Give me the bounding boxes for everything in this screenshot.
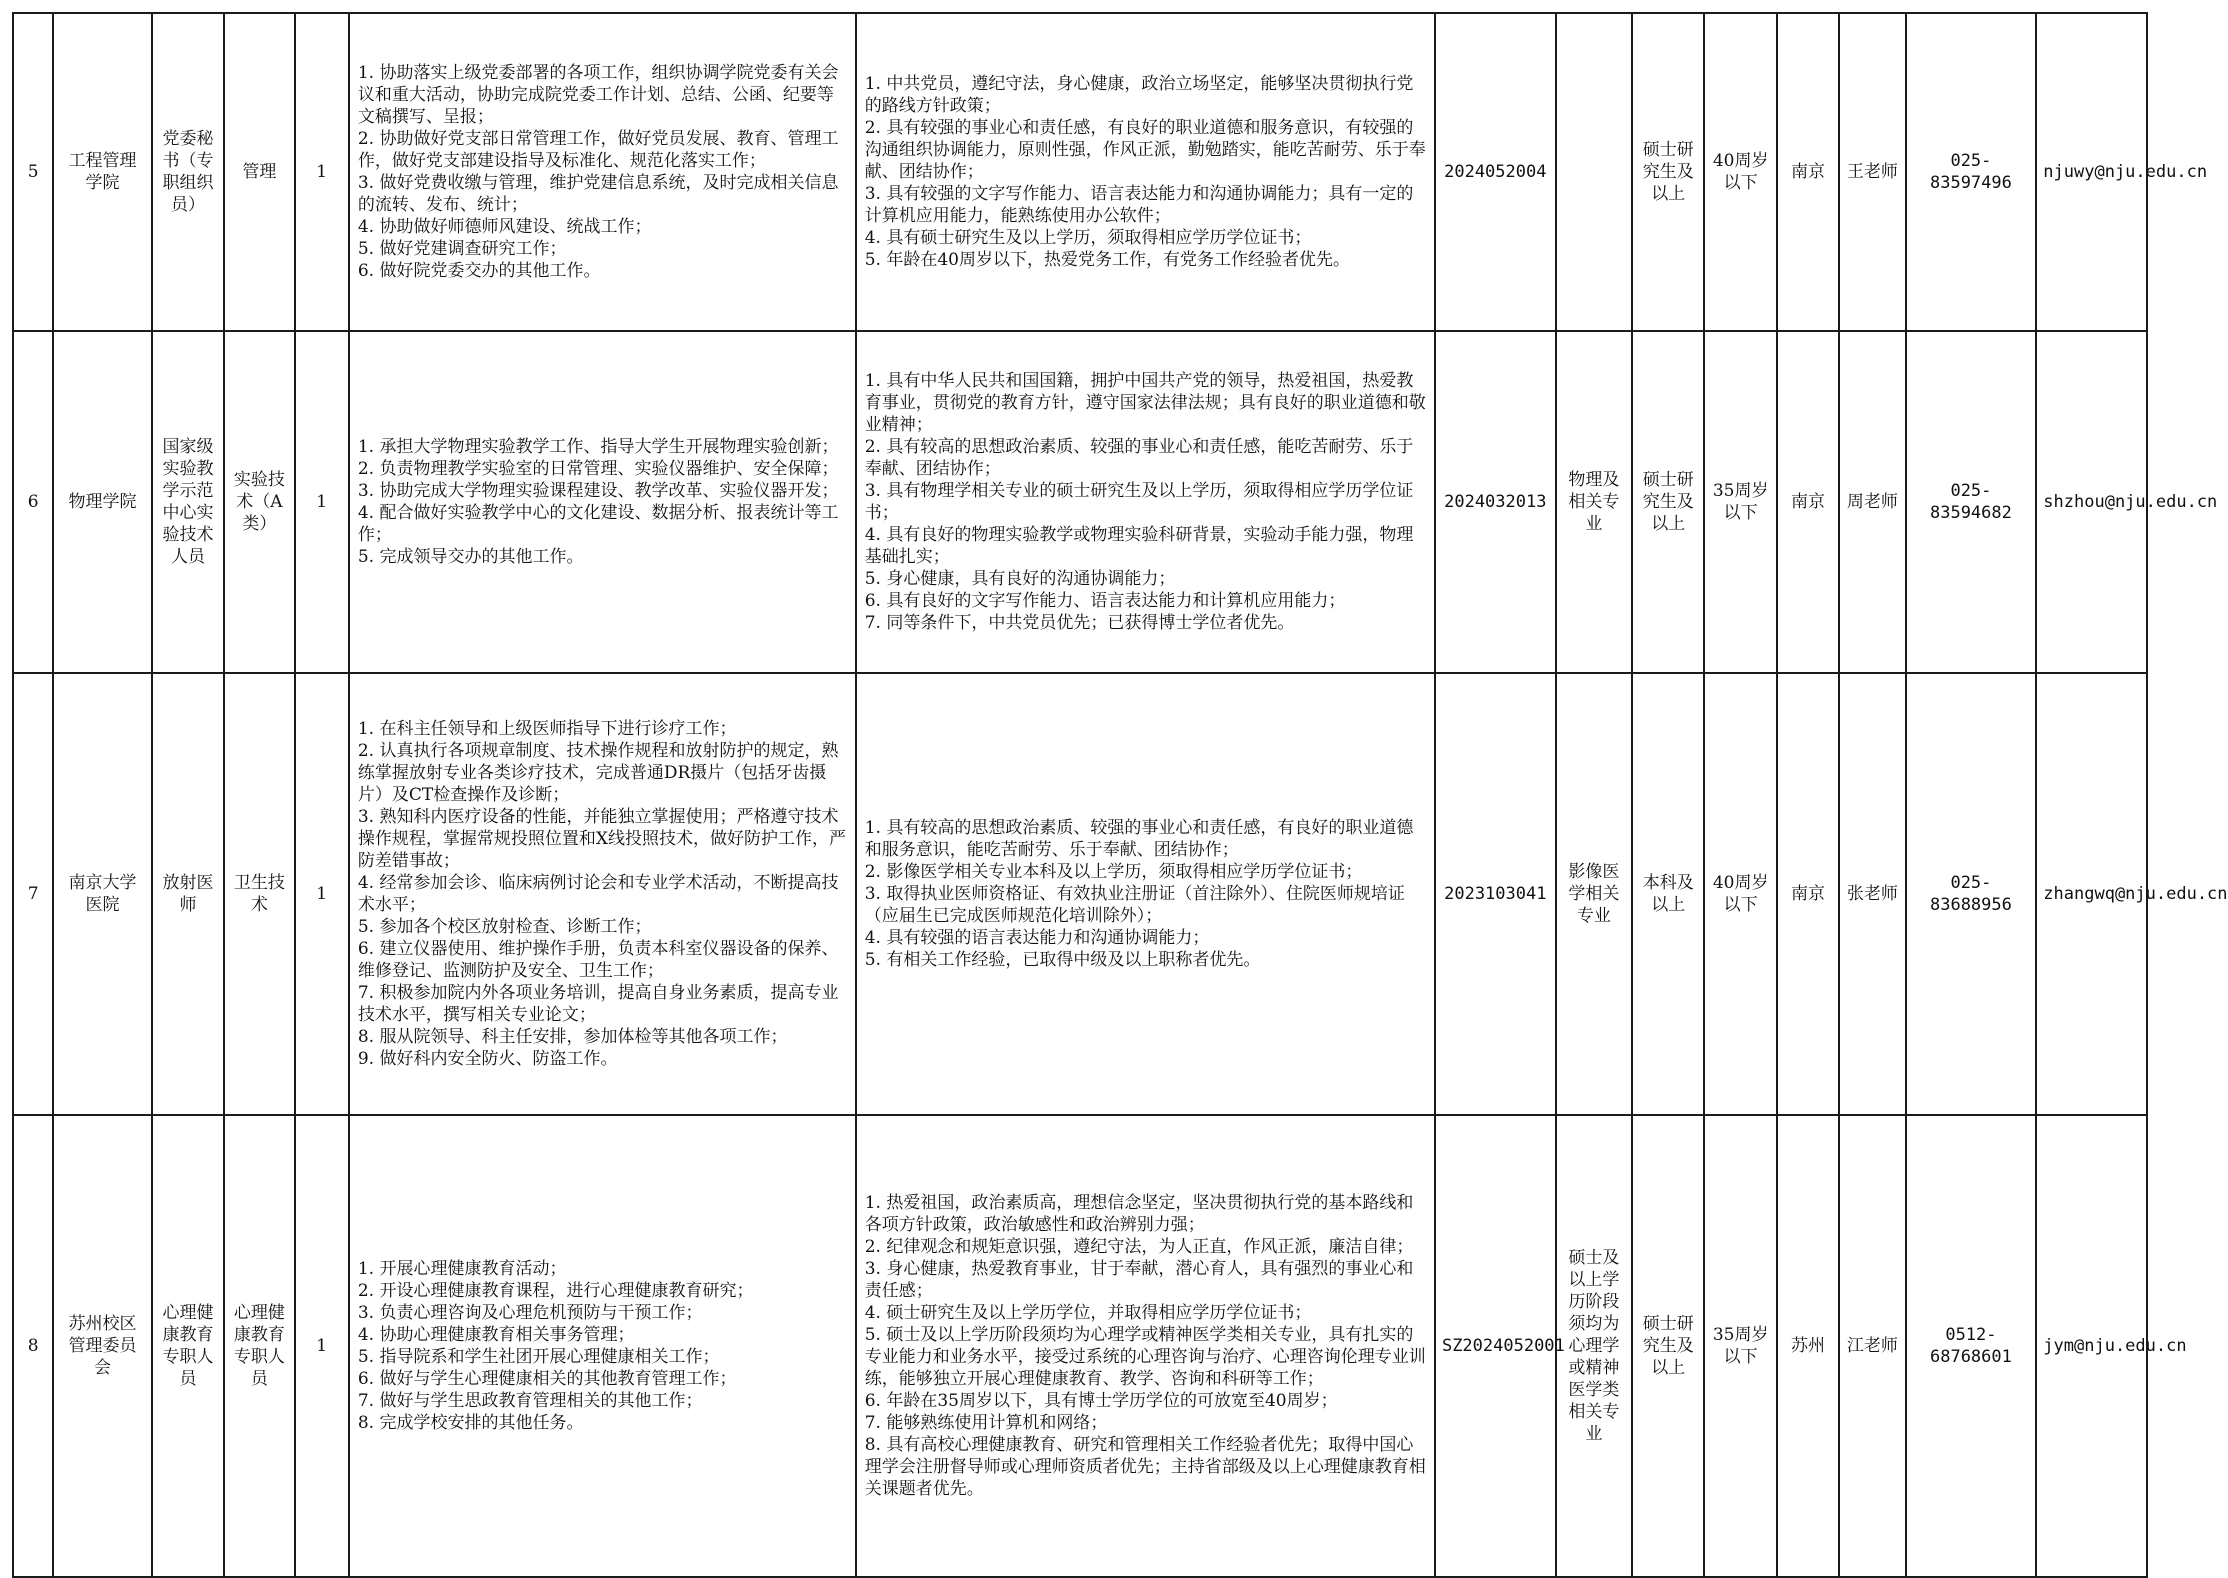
education-cell: 硕士研究生及以上	[1632, 13, 1704, 331]
location-cell: 南京	[1777, 673, 1839, 1115]
row-number-cell: 5	[13, 13, 53, 331]
requirement-item: 5. 年龄在40周岁以下，热爱党务工作，有党务工作经验者优先。	[864, 250, 1350, 270]
phone-cell: 025-83594682	[1906, 331, 2037, 673]
duty-item: 1. 协助落实上级党委部署的各项工作，组织协调学院党委有关会议和重大活动，协助完成院党委工作计划、总结、公函、纪要等文稿撰写、呈报；	[357, 63, 839, 127]
requirement-item: 7. 能够熟练使用计算机和网络；	[864, 1413, 1108, 1433]
requirements-cell	[856, 673, 1435, 1115]
duties-cell	[349, 331, 856, 673]
position-cell: 党委秘书（专职组织员）	[152, 13, 224, 331]
duty-item: 6. 做好与学生心理健康相关的其他教育管理工作；	[357, 1369, 737, 1389]
table-row	[13, 673, 2147, 1115]
duty-item: 1. 承担大学物理实验教学工作、指导大学生开展物理实验创新；	[357, 437, 839, 457]
age-cell: 35周岁以下	[1704, 331, 1776, 673]
duty-item: 7. 做好与学生思政教育管理相关的其他工作；	[357, 1391, 703, 1411]
major-cell: 物理及相关专业	[1556, 331, 1632, 673]
duty-item: 5. 参加各个校区放射检查、诊断工作；	[357, 917, 652, 937]
requirement-item: 3. 身心健康，热爱教育事业，甘于奉献，潜心育人，具有强烈的事业心和责任感；	[864, 1259, 1414, 1301]
requirement-item: 1. 中共党员，遵纪守法，身心健康，政治立场坚定，能够坚决贯彻执行党的路线方针政策；	[864, 74, 1414, 116]
requirement-item: 4. 具有良好的物理实验教学或物理实验科研背景，实验动手能力强，物理基础扎实；	[864, 525, 1414, 567]
requirements-cell	[856, 13, 1435, 331]
requirement-item: 2. 纪律观念和规矩意识强，遵纪守法，为人正直，作风正派，廉洁自律；	[864, 1237, 1414, 1257]
age-cell: 40周岁以下	[1704, 673, 1776, 1115]
location-cell: 南京	[1777, 13, 1839, 331]
duties-cell	[349, 13, 856, 331]
category-cell: 心理健康教育专职人员	[224, 1115, 294, 1577]
duty-item: 8. 服从院领导、科主任安排，参加体检等其他各项工作；	[357, 1027, 788, 1047]
duty-item: 6. 建立仪器使用、维护操作手册，负责本科室仪器设备的保养、维修登记、监测防护及安全、卫生工作；	[357, 939, 839, 981]
position-cell: 国家级实验教学示范中心实验技术人员	[152, 331, 224, 673]
duties-cell	[349, 673, 856, 1115]
requirement-item: 2. 具有较强的事业心和责任感，有良好的职业道德和服务意识，有较强的沟通组织协调能力，原则性强，作风正派，勤勉踏实，能吃苦耐劳、乐于奉献、团结协作；	[864, 118, 1426, 182]
category-cell: 卫生技术	[224, 673, 294, 1115]
duty-item: 2. 开设心理健康教育课程，进行心理健康教育研究；	[357, 1281, 754, 1301]
duty-item: 5. 指导院系和学生社团开展心理健康相关工作；	[357, 1347, 720, 1367]
requirement-item: 1. 具有较高的思想政治素质、较强的事业心和责任感，有良好的职业道德和服务意识，能吃苦耐劳、乐于奉献、团结协作；	[864, 818, 1414, 860]
duty-item: 3. 熟知科内医疗设备的性能，并能独立掌握使用；严格遵守技术操作规程，掌握常规投照位置和X线投照技术，做好防护工作，严防差错事故；	[357, 807, 846, 871]
requirements-cell	[856, 331, 1435, 673]
position-cell: 心理健康教育专职人员	[152, 1115, 224, 1577]
row-number-cell: 7	[13, 673, 53, 1115]
requirement-item: 6. 年龄在35周岁以下，具有博士学历学位的可放宽至40周岁；	[864, 1391, 1338, 1411]
requirement-item: 2. 影像医学相关专业本科及以上学历，须取得相应学历学位证书；	[864, 862, 1363, 882]
requirement-item: 6. 具有良好的文字写作能力、语言表达能力和计算机应用能力；	[864, 591, 1346, 611]
age-cell: 40周岁以下	[1704, 13, 1776, 331]
position-code-cell: 2024052004	[1435, 13, 1556, 331]
age-cell: 35周岁以下	[1704, 1115, 1776, 1577]
requirement-item: 8. 具有高校心理健康教育、研究和管理相关工作经验者优先；取得中国心理学会注册督导师或心理师资质者优先；主持省部级及以上心理健康教育相关课题者优先。	[864, 1435, 1426, 1499]
email-cell: shzhou@nju.edu.cn	[2036, 331, 2147, 673]
requirements-cell	[856, 1115, 1435, 1577]
requirement-item: 3. 取得执业医师资格证、有效执业注册证（首注除外）、住院医师规培证（应届生已完成医师规范化培训除外）；	[864, 884, 1405, 926]
email-cell: zhangwq@nju.edu.cn	[2036, 673, 2147, 1115]
category-cell: 管理	[224, 13, 294, 331]
row-number-cell: 8	[13, 1115, 53, 1577]
requirement-item: 5. 身心健康，具有良好的沟通协调能力；	[864, 569, 1176, 589]
count-cell: 1	[295, 331, 349, 673]
table-row	[13, 1115, 2147, 1577]
unit-cell: 物理学院	[53, 331, 152, 673]
requirement-item: 4. 硕士研究生及以上学历学位，并取得相应学历学位证书；	[864, 1303, 1312, 1323]
duty-item: 5. 完成领导交办的其他工作。	[357, 547, 584, 567]
requirement-item: 4. 具有较强的语言表达能力和沟通协调能力；	[864, 928, 1210, 948]
table-body	[13, 13, 2228, 1577]
duty-item: 1. 在科主任领导和上级医师指导下进行诊疗工作；	[357, 719, 737, 739]
count-cell: 1	[295, 13, 349, 331]
contact-person-cell: 江老师	[1839, 1115, 1905, 1577]
education-cell: 硕士研究生及以上	[1632, 1115, 1704, 1577]
phone-cell: 025-83597496	[1906, 13, 2037, 331]
education-cell: 硕士研究生及以上	[1632, 331, 1704, 673]
contact-person-cell: 王老师	[1839, 13, 1905, 331]
table-row	[13, 331, 2147, 673]
table-row	[13, 13, 2147, 331]
duty-item: 5. 做好党建调查研究工作；	[357, 239, 567, 259]
phone-cell: 0512-68768601	[1906, 1115, 2037, 1577]
major-cell	[1556, 13, 1632, 331]
count-cell: 1	[295, 1115, 349, 1577]
position-code-cell: SZ2024052001	[1435, 1115, 1556, 1577]
row-number-cell: 6	[13, 331, 53, 673]
position-cell: 放射医师	[152, 673, 224, 1115]
duty-item: 8. 完成学校安排的其他任务。	[357, 1413, 584, 1433]
requirement-item: 3. 具有物理学相关专业的硕士研究生及以上学历，须取得相应学历学位证书；	[864, 481, 1414, 523]
duty-item: 1. 开展心理健康教育活动；	[357, 1259, 567, 1279]
major-cell: 影像医学相关专业	[1556, 673, 1632, 1115]
location-cell: 苏州	[1777, 1115, 1839, 1577]
position-code-cell: 2023103041	[1435, 673, 1556, 1115]
requirement-item: 1. 热爱祖国，政治素质高，理想信念坚定，坚决贯彻执行党的基本路线和各项方针政策，政治敏感性和政治辨别力强；	[864, 1193, 1414, 1235]
position-code-cell: 2024032013	[1435, 331, 1556, 673]
duty-item: 4. 协助心理健康教育相关事务管理；	[357, 1325, 635, 1345]
requirement-item: 5. 硕士及以上学历阶段须均为心理学或精神医学类相关专业，具有扎实的专业能力和业务水平，接受过系统的心理咨询与治疗、心理咨询伦理专业训练，能够独立开展心理健康教育、教学、咨询和科研等工作；	[864, 1325, 1426, 1389]
category-cell: 实验技术（A类）	[224, 331, 294, 673]
duty-item: 2. 认真执行各项规章制度、技术操作规程和放射防护的规定，熟练掌握放射专业各类诊疗技术，完成普通DR摄片（包括牙齿摄片）及CT检查操作及诊断；	[357, 741, 839, 805]
duty-item: 4. 经常参加会诊、临床病例讨论会和专业学术活动，不断提高技术水平；	[357, 873, 839, 915]
unit-cell: 工程管理学院	[53, 13, 152, 331]
unit-cell: 苏州校区管理委员会	[53, 1115, 152, 1577]
requirement-item: 3. 具有较强的文字写作能力、语言表达能力和沟通协调能力；具有一定的计算机应用能力，能熟练使用办公软件；	[864, 184, 1414, 226]
requirement-item: 7. 同等条件下，中共党员优先；已获得博士学位者优先。	[864, 613, 1295, 633]
requirement-item: 2. 具有较高的思想政治素质、较强的事业心和责任感，能吃苦耐劳、乐于奉献、团结协作；	[864, 437, 1414, 479]
duty-item: 2. 负责物理教学实验室的日常管理、实验仪器维护、安全保障；	[357, 459, 839, 479]
duty-item: 3. 负责心理咨询及心理危机预防与干预工作；	[357, 1303, 703, 1323]
recruitment-table	[12, 12, 2228, 1578]
duty-item: 9. 做好科内安全防火、防盗工作。	[357, 1049, 618, 1069]
duty-item: 6. 做好院党委交办的其他工作。	[357, 261, 601, 281]
location-cell: 南京	[1777, 331, 1839, 673]
duty-item: 4. 配合做好实验教学中心的文化建设、数据分析、报表统计等工作；	[357, 503, 839, 545]
email-cell: jym@nju.edu.cn	[2036, 1115, 2147, 1577]
duty-item: 7. 积极参加院内外各项业务培训，提高自身业务素质，提高专业技术水平，撰写相关专业论文；	[357, 983, 839, 1025]
duty-item: 4. 协助做好师德师风建设、统战工作；	[357, 217, 652, 237]
requirement-item: 4. 具有硕士研究生及以上学历，须取得相应学历学位证书；	[864, 228, 1312, 248]
duty-item: 2. 协助做好党支部日常管理工作，做好党员发展、教育、管理工作，做好党支部建设指导及标准化、规范化落实工作；	[357, 129, 839, 171]
education-cell: 本科及以上	[1632, 673, 1704, 1115]
major-cell: 硕士及以上学历阶段须均为心理学或精神医学类相关专业	[1556, 1115, 1632, 1577]
requirement-item: 1. 具有中华人民共和国国籍，拥护中国共产党的领导，热爱祖国，热爱教育事业，贯彻党的教育方针，遵守国家法律法规；具有良好的职业道德和敬业精神；	[864, 371, 1426, 435]
duties-cell	[349, 1115, 856, 1577]
contact-person-cell: 张老师	[1839, 673, 1905, 1115]
email-cell: njuwy@nju.edu.cn	[2036, 13, 2147, 331]
count-cell: 1	[295, 673, 349, 1115]
unit-cell: 南京大学医院	[53, 673, 152, 1115]
phone-cell: 025-83688956	[1906, 673, 2037, 1115]
requirement-item: 5. 有相关工作经验，已取得中级及以上职称者优先。	[864, 950, 1261, 970]
contact-person-cell: 周老师	[1839, 331, 1905, 673]
duty-item: 3. 做好党费收缴与管理，维护党建信息系统，及时完成相关信息的流转、发布、统计；	[357, 173, 839, 215]
duty-item: 3. 协助完成大学物理实验课程建设、教学改革、实验仪器开发；	[357, 481, 839, 501]
